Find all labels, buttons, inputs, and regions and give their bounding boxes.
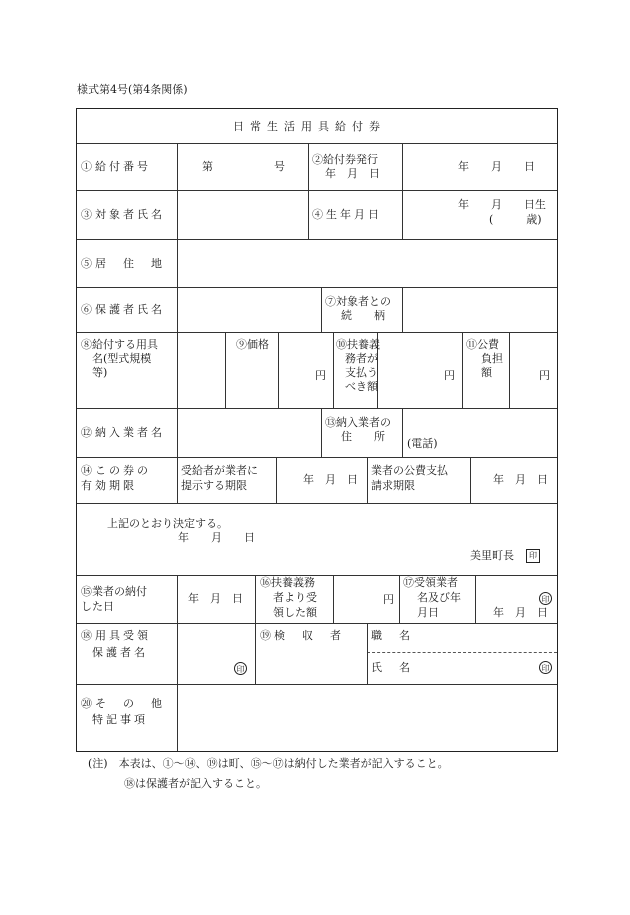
receiving-supplier-label-3: 月日: [417, 606, 439, 619]
column-divider: [470, 457, 471, 503]
row-divider: [77, 503, 557, 504]
row-divider: [77, 287, 557, 288]
column-divider: [255, 575, 256, 623]
item-name-label: ⑧給付する用具: [81, 338, 158, 351]
column-divider: [333, 332, 334, 408]
row-divider: [77, 143, 557, 144]
received-amount-yen: 円: [383, 593, 394, 606]
form-title: 日常生活用具給付券: [233, 120, 386, 133]
public-burden-label-3: 額: [481, 366, 492, 379]
public-burden-yen: 円: [539, 369, 550, 382]
supplier-phone: (電話): [407, 437, 438, 450]
claim-deadline-label-2: 請求期限: [371, 479, 415, 492]
row-divider: [77, 457, 557, 458]
row-divider: [77, 190, 557, 191]
obligor-amount-label: ⑩扶養義: [336, 338, 380, 351]
recipient-name-label: ③対象者氏名: [81, 208, 165, 221]
public-burden-label-2: 負担: [481, 352, 503, 365]
obligor-yen: 円: [444, 369, 455, 382]
submit-deadline-date: 年 月 日: [303, 473, 358, 486]
supplier-name-label: ⑫納入業者名: [81, 426, 165, 439]
row-divider: [77, 623, 557, 624]
validity-label-2: 有効期限: [81, 479, 137, 492]
item-recipient-label: ⑱用具受領: [81, 629, 151, 642]
birth-date-value: 年 月 日生: [458, 198, 546, 211]
column-divider: [333, 575, 334, 623]
dashed-divider: [367, 652, 557, 653]
column-divider: [321, 287, 322, 332]
submit-deadline-label: 受給者が業者に: [181, 464, 258, 477]
voucher-number-dai: 第: [202, 160, 213, 173]
inspector-seal-icon: 印: [539, 661, 552, 674]
supplier-address-label: ⑬納入業者の: [325, 416, 391, 429]
note-line-1: (注) 本表は、①～⑭、⑲は町、⑮～⑰は納付した業者が記入すること。: [88, 757, 449, 770]
delivery-date-label-2: した日: [81, 600, 114, 613]
birth-date-label: ④生年月日: [312, 208, 382, 221]
column-divider: [225, 332, 226, 408]
column-divider: [402, 287, 403, 332]
mayor-seal-icon: 印: [526, 549, 540, 563]
label-column-divider: [177, 143, 178, 503]
delivery-date-value: 年 月 日: [188, 592, 243, 605]
obligor-amount-label-3: 支払う: [345, 366, 378, 379]
column-divider: [308, 143, 309, 239]
supplier-address-label-2: 住 所: [341, 430, 385, 443]
issue-date-label: ②給付券発行: [312, 153, 378, 166]
row-divider: [77, 684, 557, 685]
column-divider: [475, 575, 476, 623]
obligor-amount-label-4: べき額: [345, 380, 378, 393]
inspector-name-label: 氏 名: [371, 661, 413, 674]
row-divider: [77, 408, 557, 409]
receiving-supplier-label-2: 名及び年: [417, 591, 461, 604]
supplier-seal-icon: 印: [539, 592, 552, 605]
column-divider: [321, 408, 322, 457]
receiving-supplier-label: ⑰受領業者: [403, 576, 458, 589]
inspector-label: ⑲検 収 者: [260, 629, 344, 642]
received-amount-label-3: 領した額: [273, 606, 317, 619]
form-reference: 様式第4号(第4条関係): [77, 83, 188, 96]
column-divider: [278, 332, 279, 408]
column-divider: [399, 575, 400, 623]
guardian-name-label: ⑥保護者氏名: [81, 303, 165, 316]
benefit-voucher-form: [76, 108, 558, 752]
claim-deadline-date: 年 月 日: [493, 473, 548, 486]
issue-date-value: 年 月 日: [458, 160, 535, 173]
row-divider: [77, 332, 557, 333]
delivery-date-label: ⑮業者の納付: [81, 585, 147, 598]
column-divider: [255, 623, 256, 684]
inspector-title-label: 職 名: [371, 629, 413, 642]
obligor-amount-label-2: 務者が: [345, 352, 378, 365]
claim-deadline-label: 業者の公費支払: [371, 464, 448, 477]
mayor-title: 美里町長: [470, 549, 514, 562]
column-divider: [509, 332, 510, 408]
age-value: ( 歳): [489, 213, 542, 226]
voucher-number-go: 号: [274, 160, 285, 173]
row-divider: [77, 239, 557, 240]
label-column-divider: [177, 575, 178, 751]
receiving-supplier-date: 年 月 日: [493, 606, 548, 619]
remarks-label: ⑳そ の 他: [81, 697, 165, 710]
validity-label: ⑭この券の: [81, 464, 151, 477]
column-divider: [462, 332, 463, 408]
submit-deadline-label-2: 提示する期限: [181, 479, 247, 492]
column-divider: [276, 457, 277, 503]
decision-text: 上記のとおり決定する。: [107, 517, 228, 530]
relationship-label-2: 続 柄: [341, 309, 385, 322]
note-line-2: ⑱は保護者が記入すること。: [124, 777, 267, 790]
column-divider: [402, 408, 403, 457]
relationship-label: ⑦対象者との: [325, 295, 391, 308]
column-divider: [402, 143, 403, 239]
column-divider: [367, 623, 368, 684]
decision-date: 年 月 日: [178, 531, 255, 544]
public-burden-label: ⑪公費: [466, 338, 499, 351]
price-label: ⑨価格: [236, 338, 269, 351]
column-divider: [367, 457, 368, 503]
residence-label: ⑤居 住 地: [81, 257, 165, 270]
price-yen: 円: [315, 369, 326, 382]
row-divider: [77, 575, 557, 576]
received-amount-label: ⑯扶養義務: [260, 576, 315, 589]
item-name-label-3: 等): [92, 366, 108, 379]
guardian-seal-icon: 印: [234, 662, 247, 675]
voucher-number-label: ①給付番号: [81, 160, 151, 173]
item-recipient-label-2: 保護者名: [92, 646, 148, 659]
remarks-label-2: 特記事項: [92, 713, 148, 726]
issue-date-label-2: 年 月 日: [325, 167, 380, 180]
received-amount-label-2: 者より受: [273, 591, 317, 604]
item-name-label-2: 名(型式規模: [92, 352, 152, 365]
